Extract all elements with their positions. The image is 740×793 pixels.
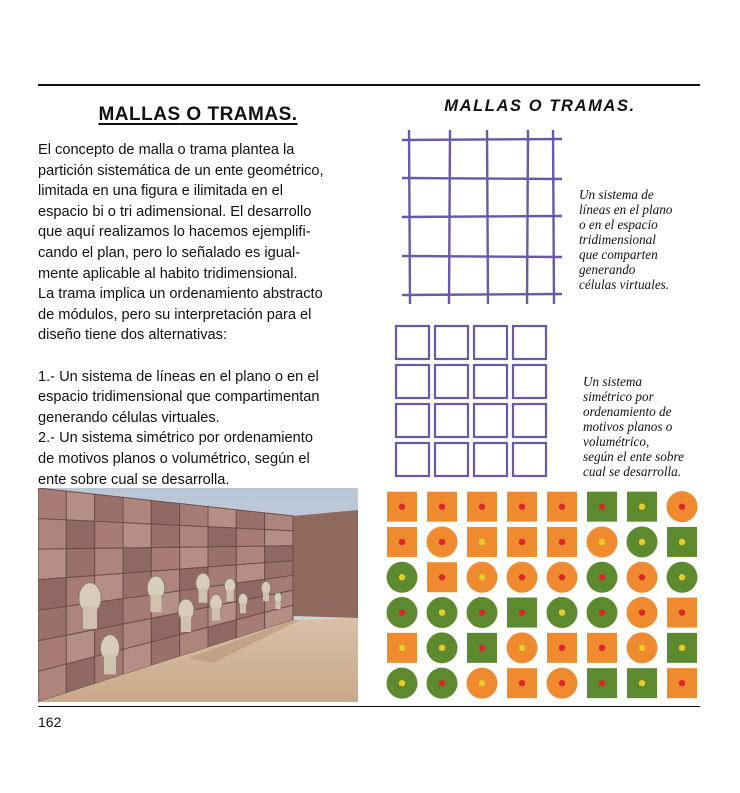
- paragraph-line: espacio bi o tri adimensional. El desarrollo: [38, 203, 312, 220]
- mosaic-dot: [639, 574, 645, 580]
- wall-block: [95, 521, 123, 548]
- caption-line: Un sistema de: [579, 187, 654, 202]
- square-cells: [396, 326, 546, 476]
- square-module: [435, 443, 468, 476]
- mosaic-dot: [439, 645, 445, 651]
- mosaic-dot: [599, 609, 605, 615]
- caption-line: ordenamiento de: [583, 404, 672, 419]
- mosaic-dot: [679, 680, 685, 686]
- list-line: generando células virtuales.: [38, 409, 220, 426]
- carved-head-tenon: [199, 588, 208, 602]
- caption-line: Un sistema: [583, 374, 642, 389]
- list-line: ente sobre cual se desarrolla.: [38, 471, 230, 488]
- wall-block: [180, 547, 208, 569]
- grid-horizontal-line: [402, 178, 562, 179]
- square-module: [396, 443, 429, 476]
- caption-line: líneas en el plano: [579, 202, 673, 217]
- mosaic-dot: [399, 503, 405, 509]
- mosaic-dot: [599, 574, 605, 580]
- mosaic-dot: [439, 680, 445, 686]
- mosaic-dot: [679, 609, 685, 615]
- mosaic-dot: [479, 574, 485, 580]
- intro-paragraph: [38, 140, 368, 346]
- mosaic-dot: [479, 539, 485, 545]
- mosaic-dot: [559, 539, 565, 545]
- paragraph-line: cando el plan, pero lo señalado es igual-: [38, 244, 301, 261]
- paragraph-line: mente aplicable al habito tridimensional.: [38, 265, 298, 282]
- mosaic-dot: [639, 503, 645, 509]
- mosaic-dot: [559, 609, 565, 615]
- wall-block: [66, 491, 94, 521]
- carved-head-tenon: [263, 592, 269, 602]
- square-module: [474, 443, 507, 476]
- wall-block: [180, 504, 208, 527]
- caption-line-system: [579, 187, 672, 292]
- caption-line: células virtuales.: [579, 277, 670, 292]
- mosaic-dot: [599, 539, 605, 545]
- mosaic-dot: [519, 609, 525, 615]
- mosaic-dot: [599, 645, 605, 651]
- paragraph-line: de módulos, pero su interpretación para el: [38, 306, 312, 323]
- square-module: [513, 365, 546, 398]
- wall-block: [66, 548, 94, 577]
- wall-block: [236, 528, 264, 546]
- square-modules-figure: [393, 323, 553, 483]
- list-line: 2.- Un sistema simétrico por ordenamiento: [38, 430, 313, 447]
- caption-line: simétrico por: [583, 389, 654, 404]
- wall-block: [236, 510, 264, 530]
- caption-line: motivos planos o: [583, 419, 673, 434]
- mosaic-dot: [399, 680, 405, 686]
- mosaic-dot: [679, 539, 685, 545]
- mosaic-dot: [519, 645, 525, 651]
- carved-head-tenon: [83, 606, 97, 628]
- list-line: espacio tridimensional que compartimentan: [38, 389, 320, 406]
- mosaic-dot: [599, 680, 605, 686]
- wall-block: [38, 488, 66, 520]
- wall-block: [265, 529, 293, 546]
- list-line: 1.- Un sistema de líneas en el plano o en el: [38, 368, 319, 385]
- mosaic-dot: [479, 609, 485, 615]
- mosaic-dot: [559, 645, 565, 651]
- square-module: [396, 365, 429, 398]
- mosaic-dot: [399, 609, 405, 615]
- square-module: [474, 326, 507, 359]
- carved-head-tenon: [227, 590, 234, 601]
- mosaic-dot: [679, 503, 685, 509]
- figure-panel-title: MALLAS O TRAMAS.: [444, 97, 636, 115]
- pattern-mosaic-figure: [382, 489, 702, 701]
- caption-line: tridimensional: [579, 232, 656, 247]
- square-module: [396, 326, 429, 359]
- carved-head-tenon: [181, 616, 191, 632]
- mosaic-dot: [479, 645, 485, 651]
- wall-block: [180, 525, 208, 547]
- section-title: MALLAS O TRAMAS.: [98, 104, 298, 125]
- mosaic-dot: [439, 503, 445, 509]
- mosaic-dot: [679, 645, 685, 651]
- paragraph-line: partición sistemática de un ente geométrico,: [38, 162, 324, 179]
- mosaic-dot: [599, 503, 605, 509]
- body-text: [38, 140, 368, 490]
- square-module: [435, 365, 468, 398]
- carved-head-tenon: [212, 608, 220, 621]
- mosaic-dot: [399, 539, 405, 545]
- page-number: 162: [38, 714, 62, 730]
- square-module: [396, 404, 429, 437]
- mosaic-dot: [399, 574, 405, 580]
- caption-line: volumétrico,: [583, 434, 650, 449]
- square-module: [474, 365, 507, 398]
- wall-block: [123, 548, 151, 574]
- top-rule: [38, 84, 700, 86]
- carved-head-tenon: [104, 655, 116, 674]
- bottom-rule: [38, 706, 700, 707]
- paragraph-line: que aquí realizamos lo hacemos ejemplifi-: [38, 224, 311, 241]
- caption-line: que comparten: [579, 247, 658, 262]
- caption-line: generando: [579, 262, 636, 277]
- mosaic-dot: [439, 609, 445, 615]
- wall-block: [95, 548, 123, 575]
- mosaic-dot: [399, 645, 405, 651]
- tiwanaku-wall-photo: [38, 488, 358, 702]
- caption-line: según el ente sobre: [583, 449, 684, 464]
- square-module: [474, 404, 507, 437]
- wall-block: [151, 500, 179, 525]
- caption-symmetric-system: [583, 374, 684, 479]
- mosaic-dot: [639, 539, 645, 545]
- square-module: [513, 404, 546, 437]
- paragraph-line: El concepto de malla o trama plantea la: [38, 142, 295, 158]
- mosaic-dot: [559, 503, 565, 509]
- carved-head-tenon: [276, 601, 281, 609]
- carved-head-tenon: [240, 604, 246, 614]
- grid-horizontal-line: [402, 256, 562, 257]
- square-module: [513, 443, 546, 476]
- wall-block: [151, 524, 179, 548]
- carved-head-tenon: [151, 595, 162, 613]
- wall-block: [66, 520, 94, 549]
- wall-block: [265, 513, 293, 531]
- wall-block: [38, 519, 66, 550]
- wall-block: [38, 578, 66, 611]
- mosaic-dot: [679, 574, 685, 580]
- line-grid-figure: [402, 128, 562, 306]
- wall-block: [236, 546, 264, 565]
- wall-block: [208, 507, 236, 528]
- grid-horizontal-line: [402, 294, 562, 295]
- mosaic-dot: [639, 680, 645, 686]
- mosaic-dot: [479, 680, 485, 686]
- wall-block: [123, 523, 151, 548]
- paragraph-line: limitada en una figura e ilimitada en el: [38, 183, 283, 200]
- wall-block: [38, 549, 66, 580]
- wall-block: [95, 494, 123, 522]
- paragraph-line: diseño tiene dos alternativas:: [38, 327, 228, 344]
- list-line: de motivos planos o volumétrico, según el: [38, 450, 310, 467]
- mosaic-dot: [519, 539, 525, 545]
- grid-horizontal-line: [402, 139, 562, 140]
- mosaic-dot: [519, 574, 525, 580]
- mosaic-dot: [559, 680, 565, 686]
- wall-block: [208, 546, 236, 566]
- mosaic-dot: [519, 680, 525, 686]
- caption-line: cual se desarrolla.: [583, 464, 682, 479]
- caption-line: o en el espacio: [579, 217, 658, 232]
- square-module: [513, 326, 546, 359]
- wall-block: [123, 497, 151, 524]
- mosaic-dot: [639, 609, 645, 615]
- mosaic-dot: [559, 574, 565, 580]
- square-module: [435, 404, 468, 437]
- mosaic-dot: [439, 539, 445, 545]
- square-module: [435, 326, 468, 359]
- mosaic-dot: [639, 645, 645, 651]
- grid-horizontal-line: [402, 216, 562, 217]
- mosaic-cells: [387, 491, 698, 699]
- grid-lines: [402, 130, 562, 304]
- mosaic-dot: [519, 503, 525, 509]
- mosaic-dot: [479, 503, 485, 509]
- alternatives-list: [38, 367, 368, 491]
- paragraph-line: La trama implica un ordenamiento abstracto: [38, 286, 323, 303]
- mosaic-dot: [439, 574, 445, 580]
- wall-block: [208, 527, 236, 547]
- wall-block: [265, 546, 293, 563]
- wall-block: [151, 547, 179, 571]
